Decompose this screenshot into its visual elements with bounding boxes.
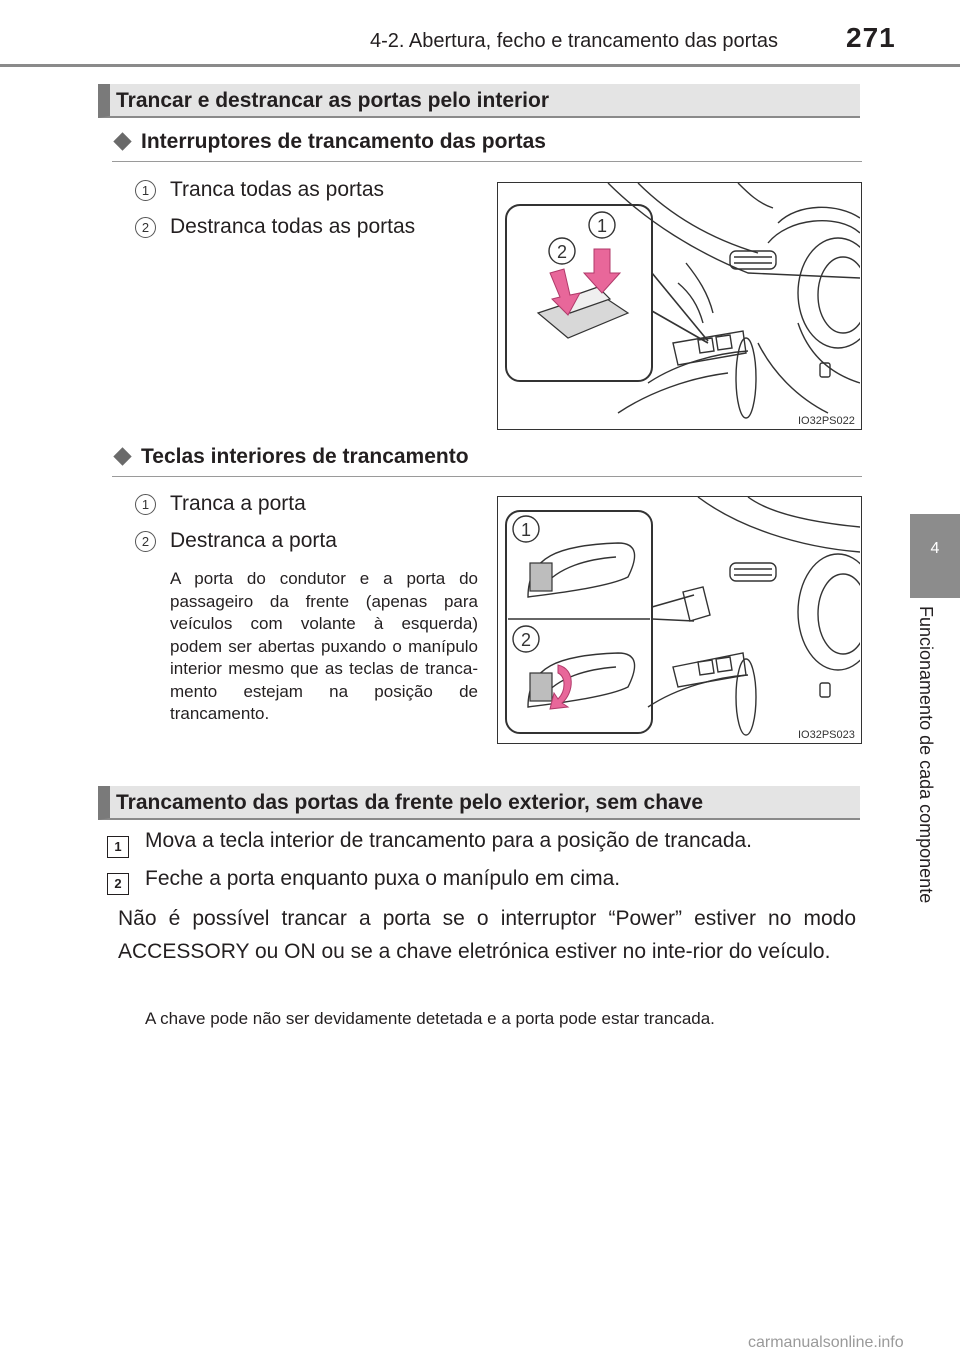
subsection-rule <box>112 161 862 162</box>
callout-1: 1 <box>521 520 532 540</box>
item-number-circle: 1 <box>135 180 156 201</box>
step-text: Feche a porta enquanto puxa o manípulo em cima. <box>145 867 621 890</box>
section-header-front-door-locking: Trancamento das portas da frente pelo exterior, sem chave <box>98 786 860 820</box>
step-text: Mova a tecla interior de trancamento para a posição de trancada. <box>145 829 753 852</box>
note-text: A porta do condutor e a porta do passageiro da frente (apenas para veículos com volante à esquerda) podem ser abertas puxando o manípulo interior mesmo que as teclas de tranca-mento estejam na posição de trancamento. <box>170 569 478 723</box>
section-header-inside-locking: Trancar e destrancar as portas pelo interior <box>98 84 860 118</box>
figure-inside-lock-buttons <box>497 496 862 744</box>
item-text: Tranca a porta <box>170 492 306 515</box>
step-number-box: 2 <box>107 873 129 895</box>
diamond-bullet-icon <box>113 447 131 465</box>
diamond-bullet-icon <box>113 132 131 150</box>
page-number: 271 <box>846 22 896 53</box>
header-rule <box>0 64 960 67</box>
door-lock-switch-illustration <box>498 183 860 428</box>
item-text: Tranca todas as portas <box>170 178 384 201</box>
subsection-header-inside-lock-buttons <box>112 445 862 469</box>
chapter-header-title: 4-2. Abertura, fecho e trancamento das portas <box>370 30 779 52</box>
subsection-header-door-lock-switches <box>112 130 862 154</box>
inside-lock-button-illustration <box>498 497 860 742</box>
item-text: Destranca todas as portas <box>170 215 416 238</box>
item-number-circle: 2 <box>135 531 156 552</box>
note-text: A chave pode não ser devidamente detetada e a porta pode estar trancada. <box>145 1009 715 1028</box>
figure-code: IO32PS022 <box>798 415 855 427</box>
callout-2: 2 <box>521 630 532 650</box>
subsection-title: Interruptores de trancamento das portas <box>141 130 546 153</box>
callout-2: 2 <box>557 242 568 262</box>
figure-door-lock-switches <box>497 182 862 430</box>
watermark: carmanualsonline.info <box>748 1334 904 1351</box>
body-paragraph: Não é possível trancar a porta se o interruptor “Power” estiver no modo ACCESSORY ou ON ou se a chave eletrónica estiver no inte-rior do veículo. <box>118 907 856 963</box>
chapter-tab-label: Funcionamento de cada componente <box>916 606 936 904</box>
chapter-tab-number: 4 <box>930 540 940 557</box>
subsection-rule <box>112 476 862 477</box>
item-number-circle: 1 <box>135 494 156 515</box>
subsection-title: Teclas interiores de trancamento <box>141 445 469 468</box>
item-number-circle: 2 <box>135 217 156 238</box>
step-number-box: 1 <box>107 836 129 858</box>
callout-1: 1 <box>597 216 608 236</box>
figure-code: IO32PS023 <box>798 729 855 741</box>
item-text: Destranca a porta <box>170 529 337 552</box>
